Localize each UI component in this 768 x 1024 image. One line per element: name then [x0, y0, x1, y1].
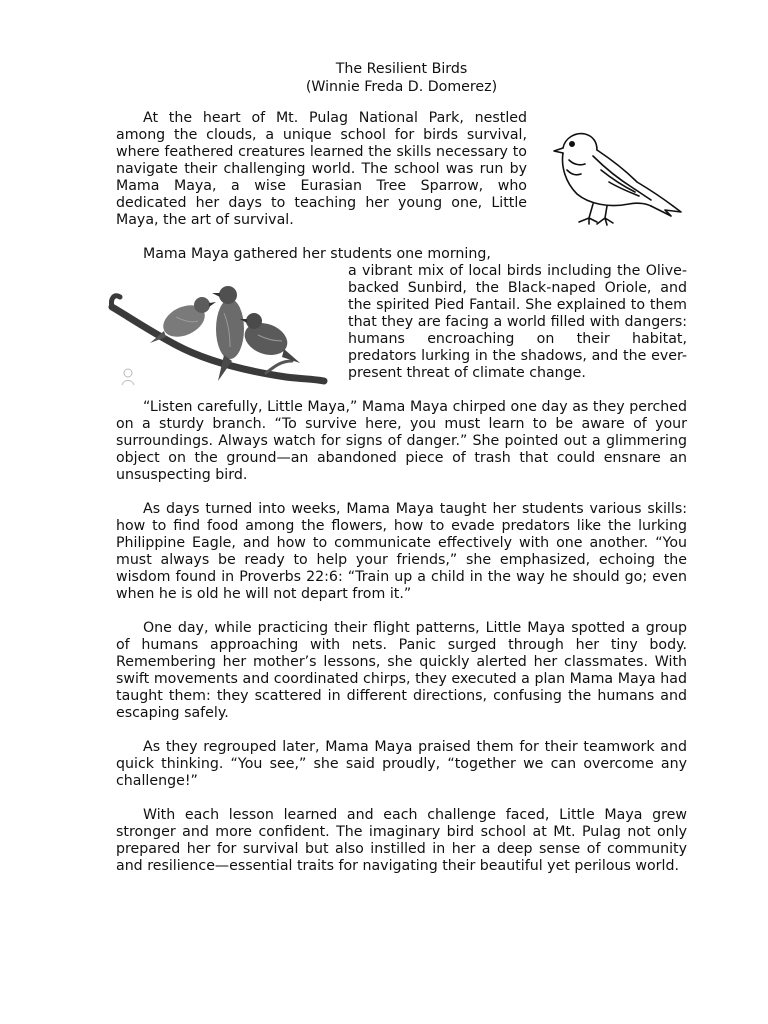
- title-block: [116, 60, 687, 96]
- paragraph-2-continued: a vibrant mix of local birds including the Olive-backed Sunbird, the Black-naped Oriole, and the spirited Pied Fantail. She explained to them that they are facing a world filled with dangers: humans encroaching on their habitat, predators lurking in the shadows, and the ever-present threat of climate change.: [348, 263, 687, 381]
- paragraph-2-lead: Mama Maya gathered her students one morning,: [143, 246, 491, 262]
- document-title: The Resilient Birds: [335, 61, 468, 77]
- paragraph-4: As days turned into weeks, Mama Maya taught her students various skills: how to find food among the flowers, how to evade predators like the lurking Philippine Eagle, and how to communicate effectively with one another. “You must always be ready to help your friends,” she emphasized, echoing the wisdom found in Proverbs 22:6: “Train up a child in the way he should go; even when he is old he will not depart from it.”: [116, 501, 687, 602]
- paragraph-1: At the heart of Mt. Pulag National Park, nestled among the clouds, a unique school for birds survival, where feathered creatures learned the skills necessary to navigate their challenging world. The school was run by Mama Maya, a wise Eurasian Tree Sparrow, who dedicated her days to teaching her young one, Little Maya, the art of survival.: [116, 110, 527, 228]
- author-line: (Winnie Freda D. Domerez): [305, 79, 498, 95]
- paragraph-7: With each lesson learned and each challenge faced, Little Maya grew stronger and more confident. The imaginary bird school at Mt. Pulag not only prepared her for survival but also instilled in her a deep sense of community and resilience—essential traits for navigating their beautiful yet perilous world.: [116, 807, 687, 874]
- birds-on-branch-illustration-icon: [106, 269, 336, 399]
- paragraph-6: As they regrouped later, Mama Maya praised them for their teamwork and quick thinking. “You see,” she said proudly, “together we can overcome any challenge!”: [116, 739, 687, 789]
- sparrow-illustration-icon: [539, 126, 687, 238]
- paragraph-3: “Listen carefully, Little Maya,” Mama Maya chirped one day as they perched on a sturdy branch. “To survive here, you must learn to be aware of your surroundings. Always watch for signs of danger.” She pointed out a glimmering object on the ground—an abandoned piece of trash that could ensnare an unsuspecting bird.: [116, 399, 687, 483]
- paragraph-5: One day, while practicing their flight patterns, Little Maya spotted a group of humans approaching with nets. Panic surged through her tiny body. Remembering her mother’s lessons, she quickly alerted her classmates. With swift movements and coordinated chirps, they executed a plan Mama Maya had taught them: they scattered in different directions, confusing the humans and escaping safely.: [116, 620, 687, 721]
